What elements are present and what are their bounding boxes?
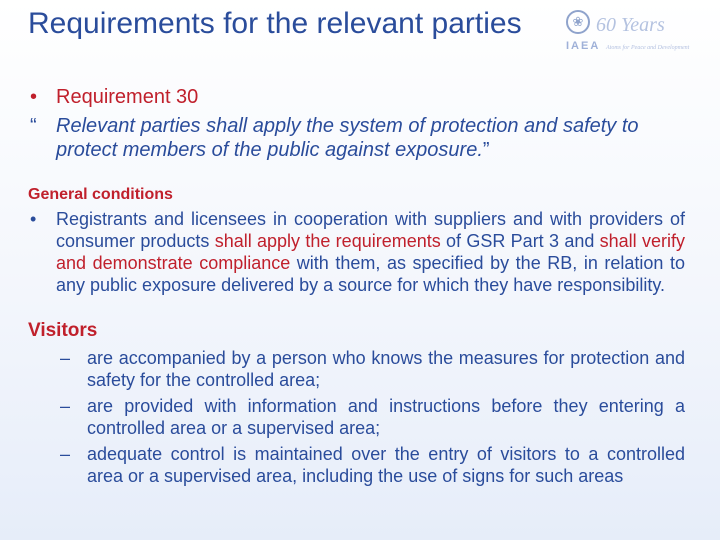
list-item: [60, 443, 685, 487]
list-item: [60, 395, 685, 439]
slide-title: Requirements for the relevant parties: [28, 7, 522, 40]
dash-bullet: –: [60, 348, 71, 368]
list-item-text: are provided with information and instructions before they entering a controlled area or a supervised area;: [87, 396, 685, 438]
requirement-quote-text: Relevant parties shall apply the system of protection and safety to protect members of the public against exposure.: [56, 115, 639, 161]
requirement-heading: [30, 86, 198, 109]
paragraph-text-2: of GSR Part 3 and: [440, 231, 600, 251]
highlight-shall-apply: shall apply the requirements: [214, 231, 441, 251]
bullet-icon: •: [30, 209, 37, 229]
list-item: [60, 347, 685, 391]
paragraph-text-1: Registrants and licensees in cooperation with suppliers and with providers of consumer products: [56, 209, 685, 251]
iaea-60-years-logo: [560, 10, 718, 58]
dash-bullet: –: [60, 396, 71, 416]
requirement-quote: [30, 114, 690, 162]
requirement-heading-text: Requirement 30: [56, 86, 199, 108]
dash-bullet: –: [60, 444, 71, 464]
general-conditions-label: General conditions: [28, 186, 173, 203]
list-item-text: adequate control is maintained over the entry of visitors to a controlled area or a supervised area, including the use of signs for such areas: [87, 444, 685, 486]
bullet-icon: •: [30, 86, 38, 108]
general-conditions-paragraph: [30, 208, 685, 296]
logo-tagline: Atoms for Peace and Development: [606, 45, 690, 51]
close-quote: ”: [482, 139, 490, 161]
paragraph-text-3: with them, as specified by the RB, in relation to any public exposure delivered by a source for which they have responsibility.: [56, 253, 685, 295]
logo-org-text: IAEA: [566, 40, 601, 52]
visitors-list: [60, 347, 685, 491]
highlight-shall-verify: shall verify and demonstrate compliance: [56, 231, 685, 273]
visitors-heading: Visitors: [28, 320, 98, 341]
list-item-text: are accompanied by a person who knows the measures for protection and safety for the controlled area;: [87, 348, 685, 390]
un-emblem-icon: ❀: [566, 10, 590, 34]
logo-years-text: 60 Years: [596, 14, 665, 36]
open-quote: “: [30, 115, 37, 137]
